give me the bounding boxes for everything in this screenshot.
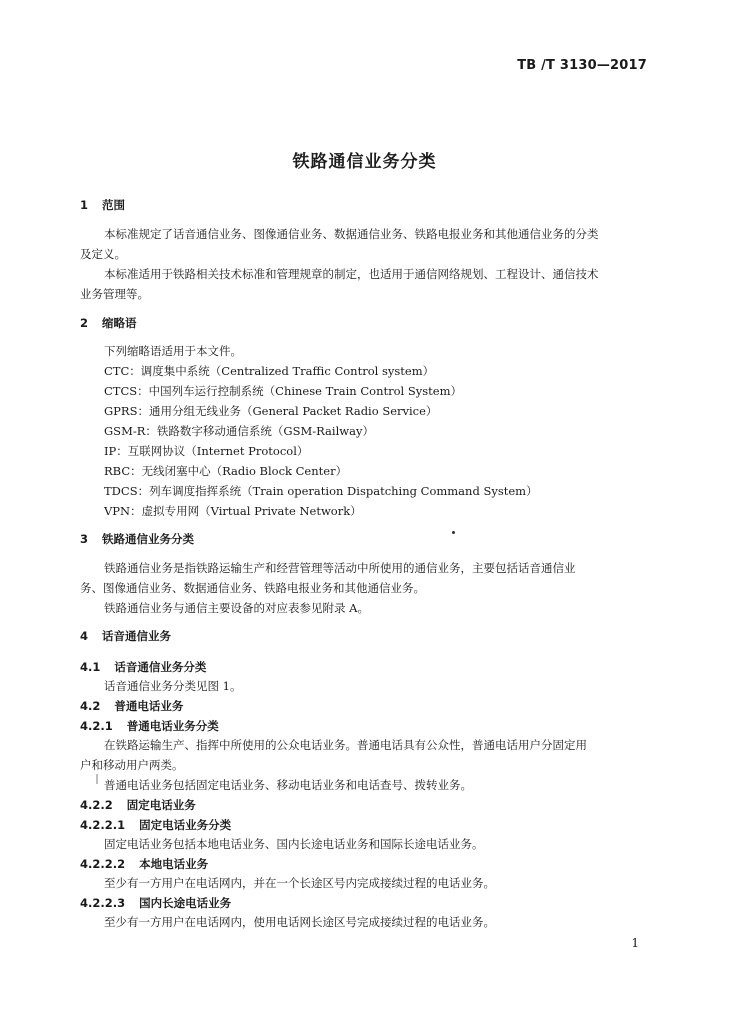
paragraph-line: 本标准适用于铁路相关技术标准和管理规章的制定，也适用于通信网络规划、工程设计、通信技术 — [104, 267, 599, 281]
section-number: 2 — [80, 316, 89, 330]
paragraph-line: 铁路通信业务与通信主要设备的对应表参见附录 A。 — [104, 601, 369, 615]
section-number: 4.2.1 — [80, 719, 113, 733]
paragraph-line: 业务管理等。 — [80, 287, 149, 301]
section-title: 普通电话业务分类 — [126, 719, 219, 733]
subsection-4-2-heading — [80, 698, 183, 714]
stray-dot — [452, 531, 455, 534]
section-title: 固定电话业务分类 — [139, 818, 232, 832]
standard-code: TB /T 3130—2017 — [517, 58, 647, 73]
section-number: 4 — [80, 629, 89, 643]
section-number: 4.2.2.2 — [80, 857, 126, 871]
abbreviation-item: CTC：调度集中系统（Centralized Traffic Control system） — [104, 364, 435, 378]
paragraph-line: 至少有一方用户在电话网内，并在一个长途区号内完成接续过程的电话业务。 — [104, 876, 495, 890]
paragraph-line: 固定电话业务包括本地电话业务、国内长途电话业务和国际长途电话业务。 — [104, 837, 484, 851]
subsection-4-2-2-heading — [80, 797, 196, 813]
section-title: 范围 — [102, 198, 126, 212]
section-title: 铁路通信业务分类 — [102, 532, 195, 546]
paragraph-line: 户和移动用户两类。 — [80, 758, 184, 772]
paragraph-line: 务、图像通信业务、数据通信业务、铁路电报业务和其他通信业务。 — [80, 581, 425, 595]
section-2-heading — [80, 315, 137, 331]
abbreviation-item: TDCS：列车调度指挥系统（Train operation Dispatching Command System） — [104, 484, 538, 498]
paragraph-line: 话音通信业务分类见图 1。 — [104, 679, 242, 693]
abbreviation-item: GPRS：通用分组无线业务（General Packet Radio Service） — [104, 404, 438, 418]
paragraph-line: 在铁路运输生产、指挥中所使用的公众电话业务。普通电话具有公众性，普通电话用户分固定用 — [104, 738, 587, 752]
paragraph-line: 铁路通信业务是指铁路运输生产和经营管理等活动中所使用的通信业务，主要包括话音通信业 — [104, 561, 576, 575]
abbreviation-item: VPN：虚拟专用网（Virtual Private Network） — [104, 504, 362, 518]
abbreviation-item: GSM-R：铁路数字移动通信系统（GSM-Railway） — [104, 424, 374, 438]
paragraph-line: 下列缩略语适用于本文件。 — [104, 344, 242, 358]
subsection-4-2-2-2-heading — [80, 856, 208, 872]
scan-mark — [96, 774, 98, 784]
subsection-4-2-2-3-heading — [80, 895, 231, 911]
page-title: 铁路通信业务分类 — [292, 152, 437, 172]
section-title: 国内长途电话业务 — [139, 896, 232, 910]
section-title: 缩略语 — [102, 316, 137, 330]
section-number: 1 — [80, 198, 89, 212]
section-number: 4.2.2.1 — [80, 818, 126, 832]
section-3-heading — [80, 531, 194, 547]
page-number: 1 — [631, 936, 639, 950]
subsection-4-2-1-heading — [80, 718, 219, 734]
section-title: 普通电话业务 — [114, 699, 184, 713]
subsection-4-1-heading — [80, 659, 206, 675]
section-number: 4.2 — [80, 699, 101, 713]
abbreviation-item: RBC：无线闭塞中心（Radio Block Center） — [104, 464, 348, 478]
paragraph-line: 普通电话业务包括固定电话业务、移动电话业务和电话查号、拨转业务。 — [104, 778, 472, 792]
paragraph-line: 本标准规定了话音通信业务、图像通信业务、数据通信业务、铁路电报业务和其他通信业务的分类 — [104, 227, 599, 241]
paragraph-line: 及定义。 — [80, 247, 126, 261]
paragraph-line: 至少有一方用户在电话网内，使用电话网长途区号完成接续过程的电话业务。 — [104, 915, 495, 929]
abbreviation-item: IP：互联网协议（Internet Protocol） — [104, 444, 309, 458]
abbreviation-item: CTCS：中国列车运行控制系统（Chinese Train Control System） — [104, 384, 462, 398]
section-title: 话音通信业务 — [102, 629, 172, 643]
section-number: 4.2.2 — [80, 798, 113, 812]
section-4-heading — [80, 628, 171, 644]
section-title: 本地电话业务 — [139, 857, 209, 871]
section-title: 话音通信业务分类 — [114, 660, 207, 674]
section-title: 固定电话业务 — [126, 798, 196, 812]
section-number: 4.1 — [80, 660, 101, 674]
section-number: 4.2.2.3 — [80, 896, 126, 910]
section-1-heading — [80, 197, 125, 213]
subsection-4-2-2-1-heading — [80, 817, 231, 833]
section-number: 3 — [80, 532, 89, 546]
